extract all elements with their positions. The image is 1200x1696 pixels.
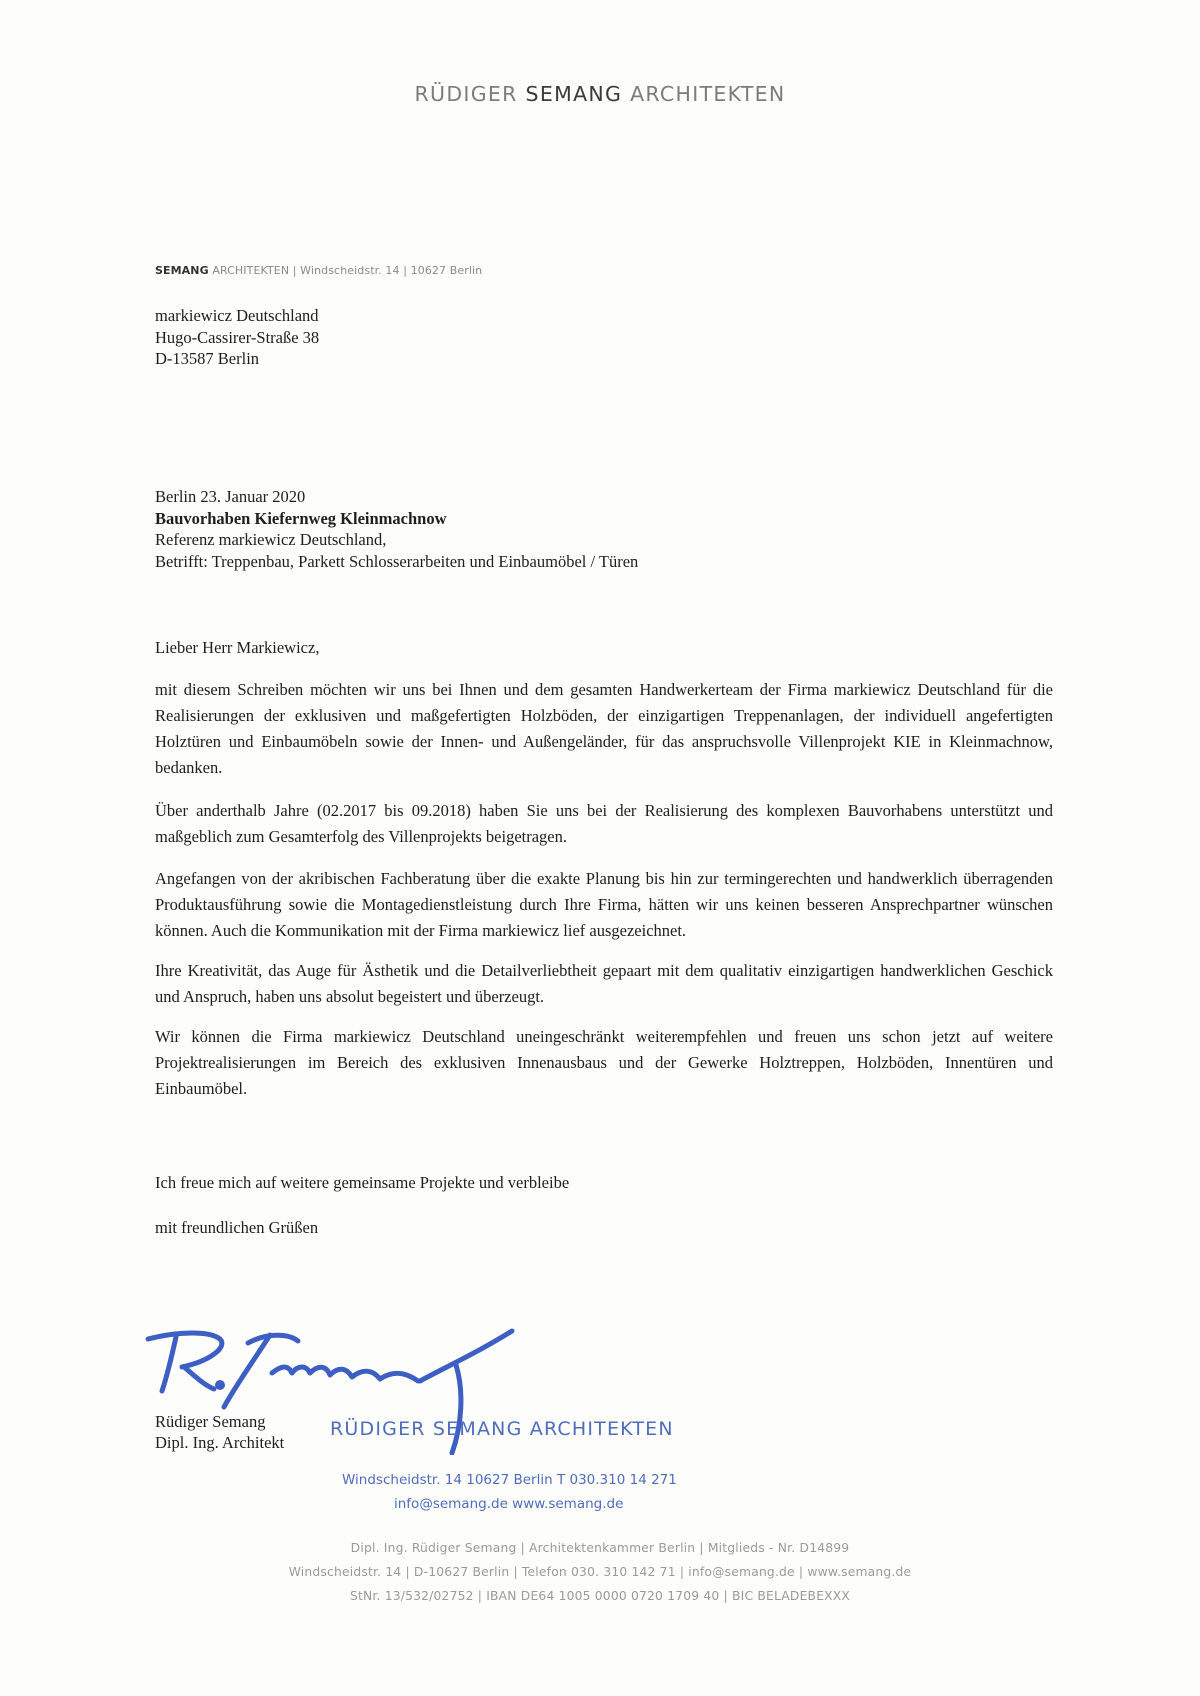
stamp-contact-line: info@semang.de www.semang.de	[394, 1496, 624, 1512]
company-stamp	[330, 1418, 730, 1512]
signature-block	[155, 1411, 284, 1453]
paragraph-3: Angefangen von der akribischen Fachberatung über die exakte Planung bis hin zur termingerechten und handwerklich überragenden Produktausführung sowie die Montagedienstleistung durch Ihre Firma, hätten wir uns keinen besseren Ansprechpartner wünschen können. Auch die Kommunikation mit der Firma markiewicz lief ausgezeichnet.	[155, 869, 1053, 940]
letterhead-part1: RÜDIGER	[414, 82, 526, 106]
footer-line-2: Windscheidstr. 14 | D-10627 Berlin | Telefon 030. 310 142 71 | info@semang.de | www.semang.de	[288, 1565, 912, 1579]
recipient-address	[155, 305, 319, 370]
footer-line-1: Dipl. Ing. Rüdiger Semang | Architektenkammer Berlin | Mitglieds - Nr. D14899	[350, 1541, 850, 1555]
letter-header	[155, 486, 638, 572]
footer-line-3: StNr. 13/532/02752 | IBAN DE64 1005 0000 0720 1709 40 | BIC BELADEBEXXX	[349, 1589, 851, 1603]
recipient-city: D-13587 Berlin	[155, 349, 260, 368]
signer-name: Rüdiger Semang	[155, 1412, 266, 1431]
sender-line-bold: SEMANG	[155, 264, 209, 277]
paragraph-2: Über anderthalb Jahre (02.2017 bis 09.2018) haben Sie uns bei der Realisierung des komplexen Bauvorhabens unterstützt und maßgeblich zum Gesamterfolg des Villenprojekts beigetragen.	[155, 801, 1053, 846]
paragraph-4: Ihre Kreativität, das Auge für Ästhetik und die Detailverliebtheit gepaart mit dem qualitativ einzigartigen handwerklichen Geschick und Anspruch, haben uns absolut begeistert und überzeugt.	[155, 961, 1053, 1006]
recipient-name: markiewicz Deutschland	[155, 306, 319, 325]
letterhead	[0, 82, 1200, 106]
salutation: Lieber Herr Markiewicz,	[155, 638, 320, 657]
stamp-title: RÜDIGER SEMANG ARCHITEKTEN	[330, 1418, 674, 1440]
place-date: Berlin 23. Januar 2020	[155, 487, 306, 506]
stamp-address-line: Windscheidstr. 14 10627 Berlin T 030.310 14 271	[342, 1472, 677, 1488]
sender-return-line	[155, 264, 482, 277]
letterhead-part3: ARCHITEKTEN	[622, 82, 786, 106]
sender-line-rest: ARCHITEKTEN | Windscheidstr. 14 | 10627 Berlin	[208, 264, 483, 277]
closing-line-1: Ich freue mich auf weitere gemeinsame Projekte und verbleibe	[155, 1173, 570, 1192]
signer-title: Dipl. Ing. Architekt	[155, 1433, 285, 1452]
letterhead-part2: SEMANG	[525, 82, 623, 106]
reference-line: Referenz markiewicz Deutschland,	[155, 530, 387, 549]
subject-line: Betrifft: Treppenbau, Parkett Schlosserarbeiten und Einbaumöbel / Türen	[155, 551, 639, 571]
closing-line-2: mit freundlichen Grüßen	[155, 1218, 319, 1237]
paragraph-1: mit diesem Schreiben möchten wir uns bei Ihnen und dem gesamten Handwerkerteam der Firma markiewicz Deutschland für die Realisierungen der exklusiven und maßgefertigten Holzböden, der einzigartigen Treppenanlagen, der individuell angefertigten Holztüren und Einbaumöbeln sowie der Innen- und Außengeländer, für das anspruchsvolle Villenprojekt KIE in Kleinmachnow, bedanken.	[155, 680, 1053, 777]
paragraph-5: Wir können die Firma markiewicz Deutschland uneingeschränkt weiterempfehlen und freuen uns schon jetzt auf weitere Projektrealisierungen im Bereich des exklusiven Innenausbaus und der Gewerke Holztreppen, Holzböden, Innentüren und Einbaumöbel.	[155, 1027, 1053, 1098]
footer	[0, 1536, 1200, 1608]
recipient-street: Hugo-Cassirer-Straße 38	[155, 327, 320, 347]
project-title: Bauvorhaben Kiefernweg Kleinmachnow	[155, 508, 447, 528]
